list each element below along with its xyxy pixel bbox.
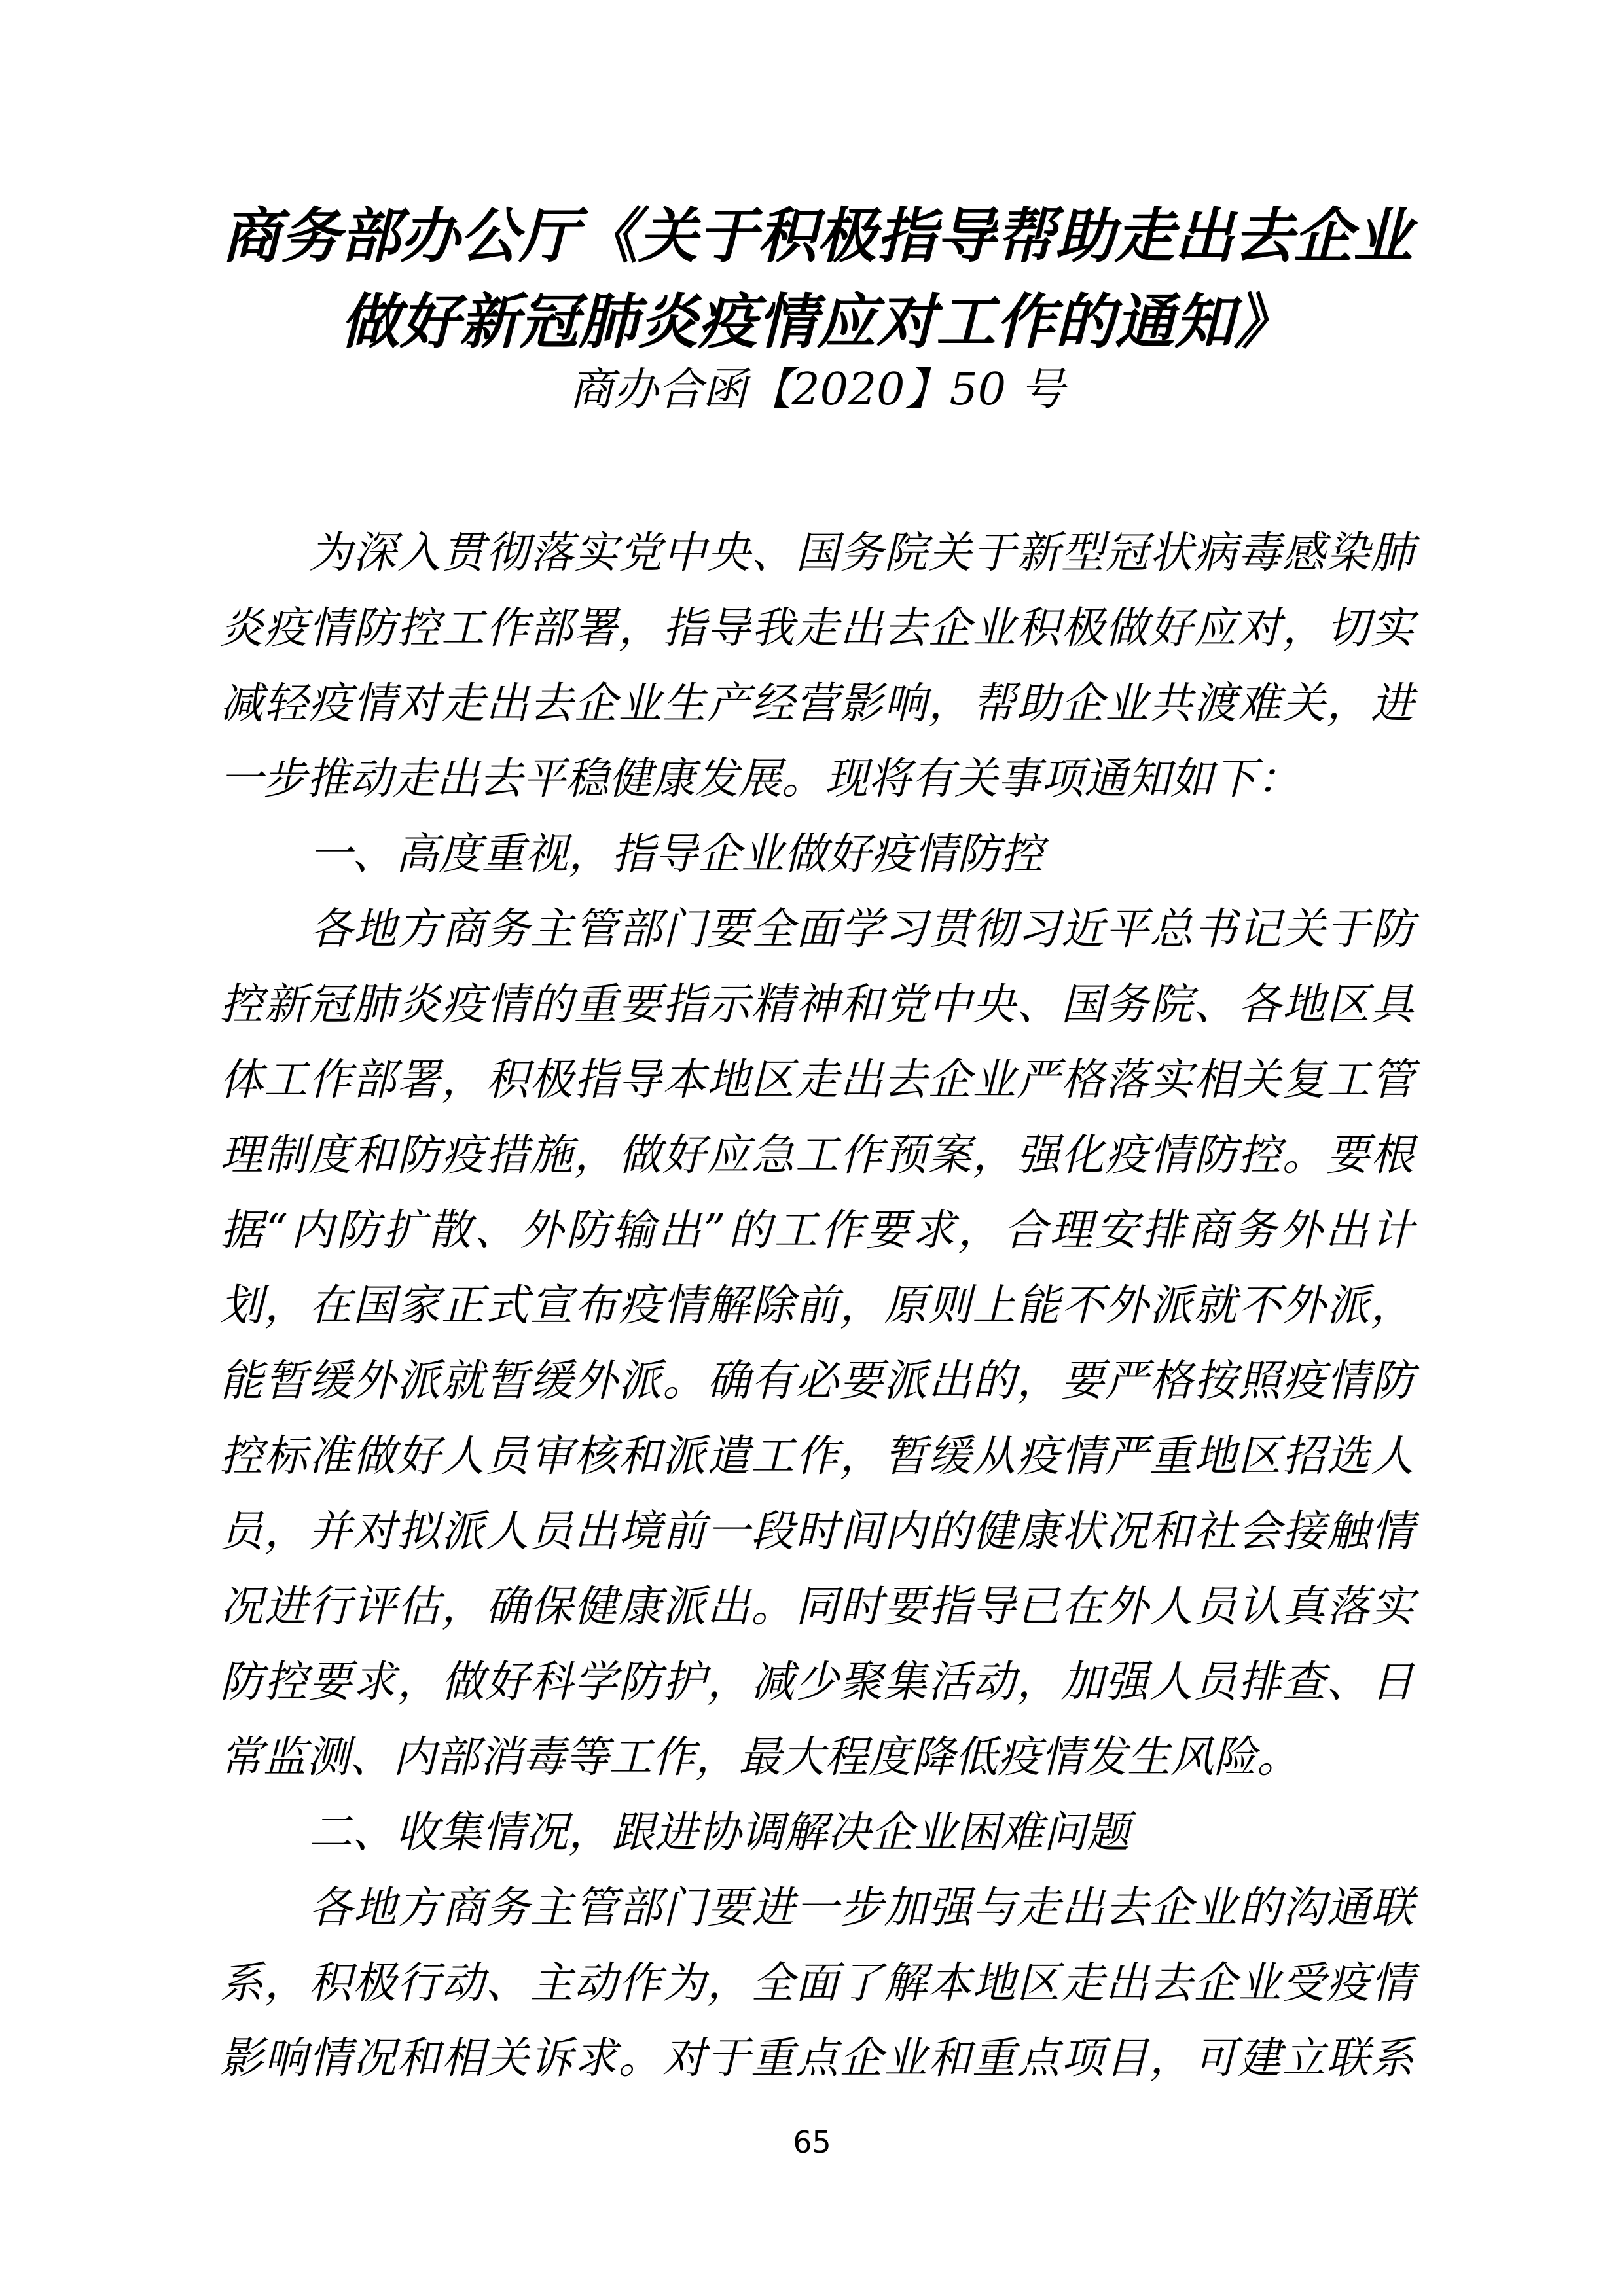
body-line: 体工作部署，积极指导本地区走出去企业严格落实相关复工管 bbox=[220, 1054, 1414, 1105]
section-heading: 二、收集情况，跟进协调解决企业困难问题 bbox=[309, 1807, 1130, 1857]
body-line: 控标准做好人员审核和派遣工作，暂缓从疫情严重地区招选人 bbox=[220, 1431, 1414, 1481]
body-line: 据“内防扩散、外防输出”的工作要求，合理安排商务外出计 bbox=[220, 1205, 1414, 1255]
body-line: 理制度和防疫措施，做好应急工作预案，强化疫情防控。要根 bbox=[220, 1130, 1414, 1180]
document-title-line-1: 商务部办公厅《关于积极指导帮助走出去企业 bbox=[221, 202, 1413, 271]
document-title bbox=[220, 194, 1414, 365]
body-line: 系，积极行动、主动作为，全面了解本地区走出去企业受疫情 bbox=[220, 1958, 1414, 2008]
body-line: 划，在国家正式宣布疫情解除前，原则上能不外派就不外派， bbox=[220, 1280, 1414, 1331]
document-number: 商办合函【2020】50 号 bbox=[569, 364, 1065, 416]
body-line: 各地方商务主管部门要进一步加强与走出去企业的沟通联 bbox=[309, 1882, 1414, 1933]
body-line: 常监测、内部消毒等工作，最大程度降低疫情发生风险。 bbox=[220, 1732, 1300, 1782]
body-line: 员，并对拟派人员出境前一段时间内的健康状况和社会接触情 bbox=[220, 1506, 1414, 1556]
body-line: 影响情况和相关诉求。对于重点企业和重点项目，可建立联系 bbox=[220, 2033, 1414, 2083]
section-heading: 一、高度重视，指导企业做好疫情防控 bbox=[309, 829, 1043, 879]
body-line: 减轻疫情对走出去企业生产经营影响，帮助企业共渡难关，进 bbox=[220, 678, 1414, 728]
body-line: 各地方商务主管部门要全面学习贯彻习近平总书记关于防 bbox=[309, 904, 1414, 954]
body-line: 为深入贯彻落实党中央、国务院关于新型冠状病毒感染肺 bbox=[309, 528, 1414, 578]
document-title-line-2: 做好新冠肺炎疫情应对工作的通知》 bbox=[340, 287, 1293, 357]
body-line: 防控要求，做好科学防护，减少聚集活动，加强人员排查、日 bbox=[220, 1657, 1414, 1707]
page-number: 65 bbox=[793, 2125, 831, 2160]
document-body bbox=[220, 515, 1414, 2096]
body-line: 一步推动走出去平稳健康发展。现将有关事项通知如下： bbox=[220, 753, 1300, 804]
body-line: 能暂缓外派就暂缓外派。确有必要派出的，要严格按照疫情防 bbox=[220, 1355, 1414, 1406]
body-line: 况进行评估，确保健康派出。同时要指导已在外人员认真落实 bbox=[220, 1581, 1414, 1632]
body-line: 炎疫情防控工作部署，指导我走出去企业积极做好应对，切实 bbox=[220, 603, 1414, 653]
body-line: 控新冠肺炎疫情的重要指示精神和党中央、国务院、各地区具 bbox=[220, 979, 1414, 1030]
